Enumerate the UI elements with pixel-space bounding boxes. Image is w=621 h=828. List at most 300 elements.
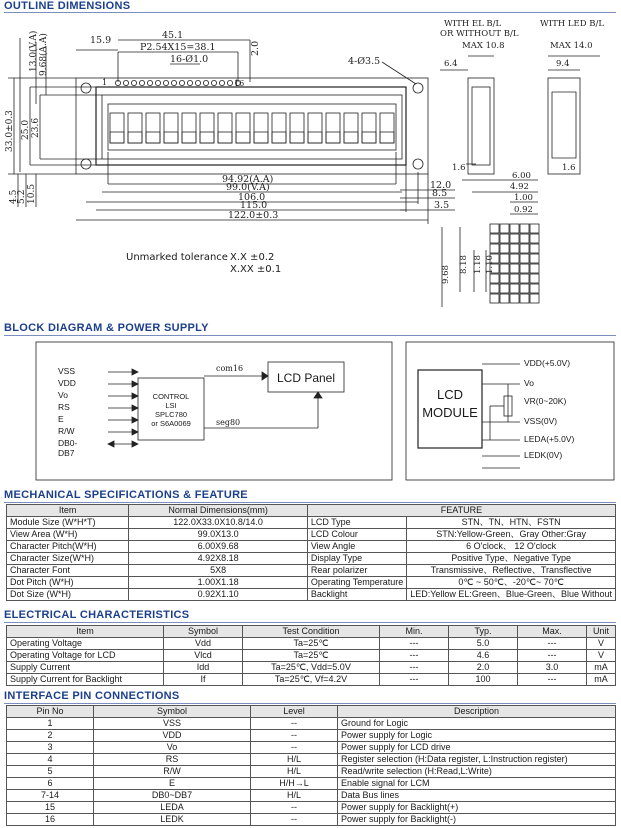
dot-cell — [490, 274, 499, 283]
dim-106: 106.0 — [238, 192, 266, 203]
dot-cell — [530, 234, 539, 243]
dot-cell — [530, 284, 539, 293]
pin-hole — [163, 80, 168, 85]
pins-cell: 1 — [7, 718, 94, 730]
section-title-elec: ELECTRICAL CHARACTERISTICS — [4, 609, 190, 621]
char-dim-4-92: 4.92 — [510, 182, 529, 192]
char-cell — [146, 113, 160, 143]
power-vss: VSS(0V) — [524, 416, 558, 426]
signal-arrow — [108, 441, 114, 447]
pins-row — [7, 814, 616, 826]
dot-cell — [520, 264, 529, 273]
dot-cell — [490, 224, 499, 233]
dot-cell — [500, 244, 509, 253]
side2-title-1: WITH LED B/L — [540, 19, 604, 29]
char-dot-matrix — [490, 224, 539, 303]
lcd-panel-label: LCD Panel — [276, 371, 336, 385]
char-cell-sub — [164, 132, 178, 143]
char-cell-sub — [362, 132, 376, 143]
char-dim-1-18: 1.18 — [473, 255, 483, 274]
pins-cell: E — [94, 778, 251, 790]
pins-cell: Power supply for Logic — [338, 730, 616, 742]
signal-arrow — [132, 381, 138, 387]
mech-cell: 0.92X1.10 — [129, 589, 307, 601]
section-title-block: BLOCK DIAGRAM & POWER SUPPLY — [4, 322, 209, 334]
pins-cell: 16 — [7, 814, 94, 826]
pins-cell: H/L — [251, 766, 338, 778]
dot-cell — [520, 234, 529, 243]
pin-hole — [171, 80, 176, 85]
char-dim-1: 1.00 — [514, 193, 533, 203]
pin-hole — [139, 80, 144, 85]
mech-cell: LCD Type — [307, 517, 406, 529]
char-cell — [164, 113, 178, 143]
pins-row — [7, 790, 616, 802]
char-dim-0-92: 0.92 — [514, 205, 533, 215]
side-view-el-inner — [472, 87, 490, 165]
char-cell — [308, 113, 322, 143]
elec-cell: --- — [380, 674, 449, 686]
dot-cell — [530, 274, 539, 283]
mech-cell: LCD Colour — [307, 529, 406, 541]
pins-cell: 7-14 — [7, 790, 94, 802]
pins-cell: 5 — [7, 766, 94, 778]
elec-cell: mA — [587, 662, 616, 674]
char-cell — [326, 113, 340, 143]
dim-15-9: 15.9 — [90, 35, 112, 46]
signal-label: R/W — [58, 426, 75, 436]
pins-cell: H/L — [251, 754, 338, 766]
pins-row — [7, 754, 616, 766]
dim-4-5: 4.5 — [9, 189, 19, 204]
dot-cell — [520, 284, 529, 293]
elec-header: Max. — [518, 626, 587, 638]
elec-cell: Ta=25℃ — [243, 650, 380, 662]
char-cell — [110, 113, 124, 143]
signal-arrow — [132, 441, 138, 447]
dot-cell — [500, 234, 509, 243]
section-divider — [4, 502, 616, 503]
pins-cell: Power supply for Backlight(-) — [338, 814, 616, 826]
pins-cell: 2 — [7, 730, 94, 742]
outline-drawing — [0, 12, 621, 312]
pins-cell: -- — [251, 718, 338, 730]
elec-cell: Supply Current — [7, 662, 164, 674]
elec-header: Symbol — [164, 626, 243, 638]
pins-cell: Enable signal for LCM — [338, 778, 616, 790]
elec-cell: V — [587, 650, 616, 662]
dim-45-1: 45.1 — [162, 30, 184, 41]
char-cell — [218, 113, 232, 143]
power-leda: LEDA(+5.0V) — [524, 434, 575, 444]
dot-cell — [510, 274, 519, 283]
dim-33: 33.0±0.3 — [5, 110, 15, 152]
elec-cell: --- — [518, 650, 587, 662]
mech-cell: 6.00X9.68 — [129, 541, 307, 553]
controller-line: SPLC780 — [154, 410, 188, 419]
mech-cell: Rear polarizer — [307, 565, 406, 577]
mech-cell: 99.0X13.0 — [129, 529, 307, 541]
pin-header: Description — [338, 706, 616, 718]
dot-cell — [500, 274, 509, 283]
elec-cell: Ta=25℃, Vdd=5.0V — [243, 662, 380, 674]
char-cell-sub — [218, 132, 232, 143]
mech-cell: 5X8 — [129, 565, 307, 577]
dot-cell — [520, 274, 529, 283]
pins-cell: 15 — [7, 802, 94, 814]
elec-header: Test Condition — [243, 626, 380, 638]
dot-cell — [520, 244, 529, 253]
dot-cell — [490, 244, 499, 253]
controller-line: LSI — [165, 401, 177, 410]
pin-hole — [131, 80, 136, 85]
dim-8-5: 8.5 — [432, 188, 448, 199]
dim-122: 122.0±0.3 — [228, 210, 279, 221]
pins-row — [7, 742, 616, 754]
pins-cell: R/W — [94, 766, 251, 778]
elec-cell: 5.0 — [449, 638, 518, 650]
pins-row — [7, 802, 616, 814]
mech-cell: Positive Type、Negative Type — [407, 553, 616, 565]
char-cell — [128, 113, 142, 143]
mech-cell: STN、TN、HTN、FSTN — [407, 517, 616, 529]
dim-10-5: 10.5 — [27, 183, 37, 204]
elec-header: Unit — [587, 626, 616, 638]
char-cell — [362, 113, 376, 143]
char-cells — [110, 113, 394, 143]
pins-cell: 3 — [7, 742, 94, 754]
signal-label: VSS — [58, 366, 76, 376]
dot-cell — [500, 294, 509, 303]
pin-hole — [211, 80, 216, 85]
char-cell-sub — [182, 132, 196, 143]
dot-cell — [500, 224, 509, 233]
char-cell-sub — [326, 132, 340, 143]
dot-cell — [520, 294, 529, 303]
mech-header: Normal Dimensions(mm) — [129, 505, 307, 517]
section-title-outline: OUTLINE DIMENSIONS — [4, 0, 131, 12]
dot-cell — [530, 294, 539, 303]
section-title-mech: MECHANICAL SPECIFICATIONS & FEATURE — [4, 489, 248, 501]
mount-hole — [81, 159, 91, 169]
signal-label: DB0-DB7 — [58, 438, 78, 458]
mech-cell: Module Size (W*H*T) — [7, 517, 129, 529]
pins-row — [7, 778, 616, 790]
mech-cell: Character Size(W*H) — [7, 553, 129, 565]
pcb-outline — [76, 78, 428, 174]
dot-cell — [530, 244, 539, 253]
dim-3-5: 3.5 — [434, 200, 450, 211]
pins-cell: Data Bus lines — [338, 790, 616, 802]
section-divider — [4, 622, 616, 623]
seg-label: seg80 — [216, 418, 241, 427]
char-cell-sub — [128, 132, 142, 143]
pin1-label: 1 — [102, 78, 108, 87]
dim-13-va: 13.0(V.A) — [29, 30, 39, 72]
pins-cell: VDD — [94, 730, 251, 742]
pin16-label: 16 — [234, 79, 245, 88]
mech-cell: 1.00X1.18 — [129, 577, 307, 589]
elec-cell: --- — [518, 674, 587, 686]
dot-cell — [500, 264, 509, 273]
mech-row — [7, 517, 616, 529]
pins-cell: -- — [251, 814, 338, 826]
elec-header: Item — [7, 626, 164, 638]
dot-cell — [510, 234, 519, 243]
side1-title-2: OR WITHOUT B/L — [440, 29, 519, 39]
elec-cell: Vdd — [164, 638, 243, 650]
module-line: LCD — [436, 387, 463, 402]
mech-cell: Character Font — [7, 565, 129, 577]
mech-cell: Display Type — [307, 553, 406, 565]
elec-cell: --- — [380, 638, 449, 650]
pins-cell: Register selection (H:Data register, L:Instruction register) — [338, 754, 616, 766]
pin-header: Symbol — [94, 706, 251, 718]
char-dim-9-68: 9.68 — [441, 265, 451, 284]
elec-cell: 100 — [449, 674, 518, 686]
char-cell-sub — [254, 132, 268, 143]
char-cell-sub — [380, 132, 394, 143]
power-vr: VR(0~20K) — [524, 396, 567, 406]
char-cell — [272, 113, 286, 143]
mech-cell: LED:Yellow EL:Green、Blue-Green、Blue Without — [407, 589, 616, 601]
mech-header: Item — [7, 505, 129, 517]
char-cell-sub — [344, 132, 358, 143]
elec-cell: Ta=25℃ — [243, 638, 380, 650]
char-cell — [344, 113, 358, 143]
elec-row — [7, 638, 616, 650]
char-cell-sub — [272, 132, 286, 143]
pins-cell: Vo — [94, 742, 251, 754]
side1-title-1: WITH EL B/L — [444, 19, 502, 29]
view-area-outline — [102, 95, 402, 159]
char-cell-sub — [308, 132, 322, 143]
signal-arrow — [132, 429, 138, 435]
char-cell-sub — [146, 132, 160, 143]
mech-row — [7, 565, 616, 577]
char-dim-1-10: 1.10 — [485, 255, 495, 274]
pin-table — [6, 705, 616, 826]
pins-cell: -- — [251, 742, 338, 754]
pin-row — [115, 80, 240, 85]
pin-hole — [179, 80, 184, 85]
dot-cell — [530, 264, 539, 273]
mech-row — [7, 553, 616, 565]
dim-94-92: 94.92(A.A) — [222, 174, 274, 185]
elec-row — [7, 662, 616, 674]
tolerance-label: Unmarked tolerance — [126, 252, 228, 263]
mech-cell: Dot Size (W*H) — [7, 589, 129, 601]
char-cell — [182, 113, 196, 143]
char-cell — [200, 113, 214, 143]
mech-cell: View Angle — [307, 541, 406, 553]
pins-cell: 4 — [7, 754, 94, 766]
pins-cell: -- — [251, 802, 338, 814]
elec-row — [7, 650, 616, 662]
pins-cell: H/L — [251, 790, 338, 802]
mech-row — [7, 577, 616, 589]
mech-cell: Backlight — [307, 589, 406, 601]
elec-cell: V — [587, 638, 616, 650]
elec-cell: mA — [587, 674, 616, 686]
dot-cell — [520, 254, 529, 263]
pins-cell: DB0~DB7 — [94, 790, 251, 802]
module-line: MODULE — [422, 405, 478, 420]
dim-2-0: 2.0 — [250, 40, 261, 56]
char-cell — [254, 113, 268, 143]
pins-cell: 6 — [7, 778, 94, 790]
mech-cell: Character Pitch(W*H) — [7, 541, 129, 553]
signal-label: Vo — [58, 390, 68, 400]
elec-table — [6, 625, 616, 686]
mech-cell: Transmissive、Reflective、Transflective — [407, 565, 616, 577]
elec-header-row — [7, 626, 616, 638]
pins-row — [7, 718, 616, 730]
com-label: com16 — [216, 364, 244, 373]
pins-cell: Power supply for LCD drive — [338, 742, 616, 754]
tolerance-1: X.X ±0.2 — [230, 252, 275, 263]
dot-cell — [530, 254, 539, 263]
char-cell — [290, 113, 304, 143]
pins-cell: Power supply for Backlight(+) — [338, 802, 616, 814]
dot-cell — [530, 224, 539, 233]
dot-cell — [490, 284, 499, 293]
tolerance-2: X.XX ±0.1 — [230, 264, 282, 275]
char-cell — [236, 113, 250, 143]
side2-title-2: MAX 14.0 — [550, 41, 593, 51]
section-title-pins: INTERFACE PIN CONNECTIONS — [4, 690, 180, 702]
mech-table — [6, 504, 616, 601]
side1-dim-6-4: 6.4 — [444, 59, 458, 69]
dot-cell — [500, 284, 509, 293]
mech-cell: 0℃ ~ 50℃、-20℃~ 70℃ — [407, 577, 616, 589]
elec-cell: 2.0 — [449, 662, 518, 674]
power-ledk: LEDK(0V) — [524, 450, 563, 460]
dim-pin-hole: 16-Ø1.0 — [170, 54, 209, 65]
pin-hole — [187, 80, 192, 85]
mech-cell: 6 O'clock、 12 O'clock — [407, 541, 616, 553]
pins-cell: LEDA — [94, 802, 251, 814]
dim-115: 115.0 — [240, 200, 268, 211]
elec-cell: Ta=25℃, Vf=4.2V — [243, 674, 380, 686]
char-cell-sub — [290, 132, 304, 143]
controller-label — [138, 392, 204, 428]
signal-label: E — [58, 414, 64, 424]
elec-cell: 4.6 — [449, 650, 518, 662]
elec-cell: --- — [380, 662, 449, 674]
mech-row — [7, 529, 616, 541]
dim-99: 99.0(V.A) — [226, 182, 270, 193]
elec-cell: 3.0 — [518, 662, 587, 674]
elec-cell: Operating Voltage — [7, 638, 164, 650]
elec-cell: Operating Voltage for LCD — [7, 650, 164, 662]
controller-line: or S6A0069 — [151, 419, 191, 428]
bezel-outline — [96, 87, 406, 165]
elec-cell: --- — [518, 638, 587, 650]
side2-dim-1-6: 1.6 — [562, 163, 576, 173]
char-dim-8-18: 8.18 — [459, 255, 469, 274]
pins-cell: RS — [94, 754, 251, 766]
pins-cell: LEDK — [94, 814, 251, 826]
pin-hole — [195, 80, 200, 85]
side1-title-3: MAX 10.8 — [462, 41, 505, 51]
side1-dim-1-6: 1.6 — [452, 163, 466, 173]
dot-cell — [490, 294, 499, 303]
signal-label: RS — [58, 402, 70, 412]
dot-cell — [510, 254, 519, 263]
side2-dim-9-4: 9.4 — [556, 59, 570, 69]
pin-header-row — [7, 706, 616, 718]
controller-line: CONTROL — [152, 392, 190, 401]
mount-hole — [413, 83, 423, 93]
pin-header: Level — [251, 706, 338, 718]
pin-hole — [123, 80, 128, 85]
lcd-module-label — [418, 386, 482, 422]
mech-cell: 122.0X33.0X10.8/14.0 — [129, 517, 307, 529]
dim-pitch: P2.54X15=38.1 — [140, 42, 216, 53]
pins-row — [7, 730, 616, 742]
pin-hole — [219, 80, 224, 85]
elec-cell: Vlcd — [164, 650, 243, 662]
pins-cell: VSS — [94, 718, 251, 730]
pins-row — [7, 766, 616, 778]
pins-cell: Read/write selection (H:Read,L:Write) — [338, 766, 616, 778]
char-cell-sub — [110, 132, 124, 143]
dim-968-aa: 9.68(A.A) — [39, 33, 49, 76]
mount-hole — [413, 159, 423, 169]
elec-cell: --- — [380, 650, 449, 662]
char-cell-sub — [200, 132, 214, 143]
pins-cell: -- — [251, 730, 338, 742]
dot-cell — [500, 254, 509, 263]
pin-hole — [155, 80, 160, 85]
dot-cell — [510, 264, 519, 273]
mech-cell: STN:Yellow-Green、Gray Other:Gray — [407, 529, 616, 541]
power-vdd: VDD(+5.0V) — [524, 358, 571, 368]
mech-header-row — [7, 505, 616, 517]
elec-cell: Supply Current for Backlight — [7, 674, 164, 686]
dim-mount-hole: 4-Ø3.5 — [348, 56, 381, 67]
pin-hole — [227, 80, 232, 85]
dim-23-6: 23.6 — [31, 117, 41, 138]
elec-header: Min. — [380, 626, 449, 638]
elec-cell: If — [164, 674, 243, 686]
pins-cell: Ground for Logic — [338, 718, 616, 730]
mech-cell: View Area (W*H) — [7, 529, 129, 541]
dim-25: 25.0 — [21, 119, 31, 140]
signal-arrow — [132, 369, 138, 375]
dim-12: 12.0 — [430, 180, 452, 191]
char-cell-sub — [236, 132, 250, 143]
dot-cell — [520, 224, 529, 233]
mount-hole — [81, 83, 91, 93]
mech-row — [7, 589, 616, 601]
dot-cell — [510, 244, 519, 253]
power-vo: Vo — [524, 378, 534, 388]
dot-cell — [490, 234, 499, 243]
mech-cell: Operating Temperature — [307, 577, 406, 589]
dot-cell — [510, 224, 519, 233]
diagram-frame-left — [36, 342, 392, 480]
mech-cell: Dot Pitch (W*H) — [7, 577, 129, 589]
dim-5-2: 5.2 — [17, 189, 27, 204]
elec-header: Typ. — [449, 626, 518, 638]
pin-header: Pin No — [7, 706, 94, 718]
dot-cell — [510, 294, 519, 303]
mech-cell: 4.92X8.18 — [129, 553, 307, 565]
dot-cell — [510, 284, 519, 293]
signal-label: VDD — [58, 378, 76, 388]
